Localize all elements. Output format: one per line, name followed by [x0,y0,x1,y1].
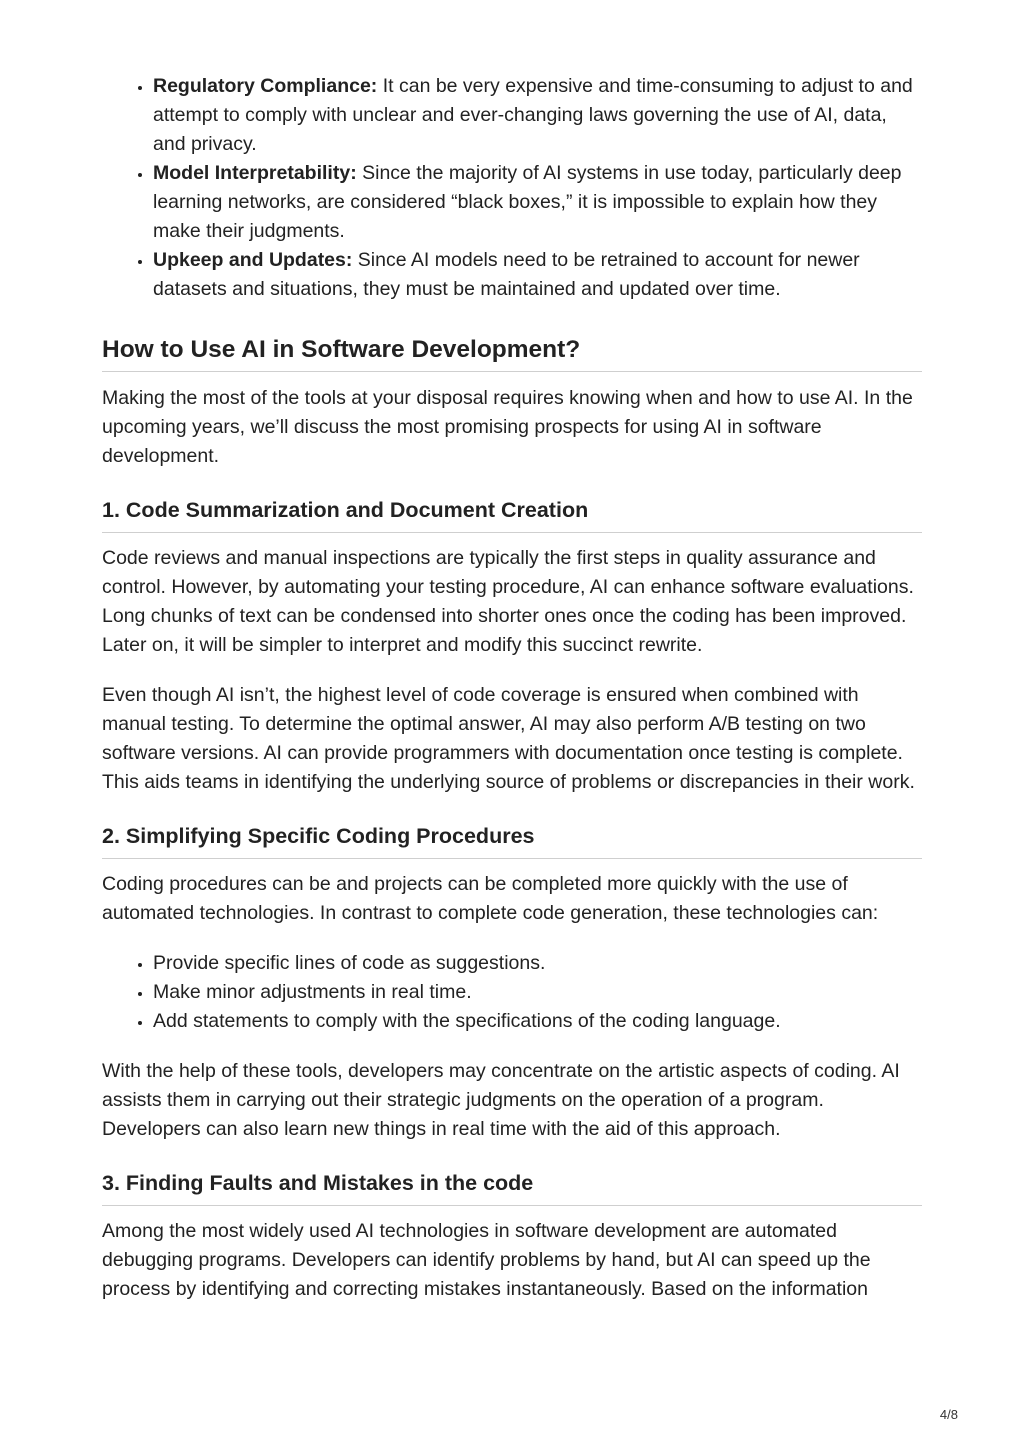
subsection-heading-2: 2. Simplifying Specific Coding Procedures [102,824,922,859]
capabilities-list [102,949,922,1036]
paragraph: Code reviews and manual inspections are typically the first steps in quality assurance and control. However, by automating your testing procedure, AI can enhance software evaluations. Long chunks of text can be condensed into shorter ones once the coding has been improved. Later on, it will be simpler to interpret and modify this succinct rewrite. [102,547,914,656]
bullet-lead: Regulatory Compliance: [153,75,378,97]
subsection-heading-3: 3. Finding Faults and Mistakes in the code [102,1171,922,1206]
list-item: • Provide specific lines of code as suggestions. [153,949,922,978]
list-item [153,246,922,304]
paragraph: Coding procedures can be and projects can be completed more quickly with the use of automated technologies. In contrast to complete code generation, these technologies can: [102,873,879,924]
list-item [153,72,922,159]
bullet-text: Since the majority of AI systems in use today, particularly deep learning networks, are considered “black boxes,” it is impossible to explain how they make their judgments. [153,162,902,242]
bullet-text: It can be very expensive and time-consuming to adjust to and attempt to comply with unclear and ever-changing laws governing the use of AI, data, and privacy. [153,75,913,155]
paragraph: Among the most widely used AI technologies in software development are automated debugging programs. Developers can identify problems by hand, but AI can speed up the process by identifying and correcting mistakes instantaneously. Based on the information [102,1220,871,1300]
bullet-text: Since AI models need to be retrained to account for newer datasets and situations, they must be maintained and updated over time. [153,249,860,300]
list-item: • Add statements to comply with the specifications of the coding language. [153,1007,922,1036]
page-number: 4/8 [939,1407,958,1422]
challenges-list [102,72,922,304]
paragraph: Even though AI isn’t, the highest level of code coverage is ensured when combined with manual testing. To determine the optimal answer, AI may also perform A/B testing on two software versions. AI can provide programmers with documentation once testing is complete. This aids teams in identifying the underlying source of problems or discrepancies in their work. [102,684,915,793]
list-item [153,159,922,246]
paragraph: With the help of these tools, developers may concentrate on the artistic aspects of coding. AI assists them in carrying out their strategic judgments on the operation of a program. Developers can also learn new things in real time with the aid of this approach. [102,1060,900,1140]
bullet-lead: Model Interpretability: [153,162,357,184]
article-content [102,72,922,1304]
bullet-lead: Upkeep and Updates: [153,249,353,271]
section-heading: How to Use AI in Software Development? [102,336,922,372]
subsection-heading-1: 1. Code Summarization and Document Creation [102,498,922,533]
list-item: • Make minor adjustments in real time. [153,978,922,1007]
section-intro: Making the most of the tools at your disposal requires knowing when and how to use AI. In the upcoming years, we’ll discuss the most promising prospects for using AI in software development. [102,387,913,467]
